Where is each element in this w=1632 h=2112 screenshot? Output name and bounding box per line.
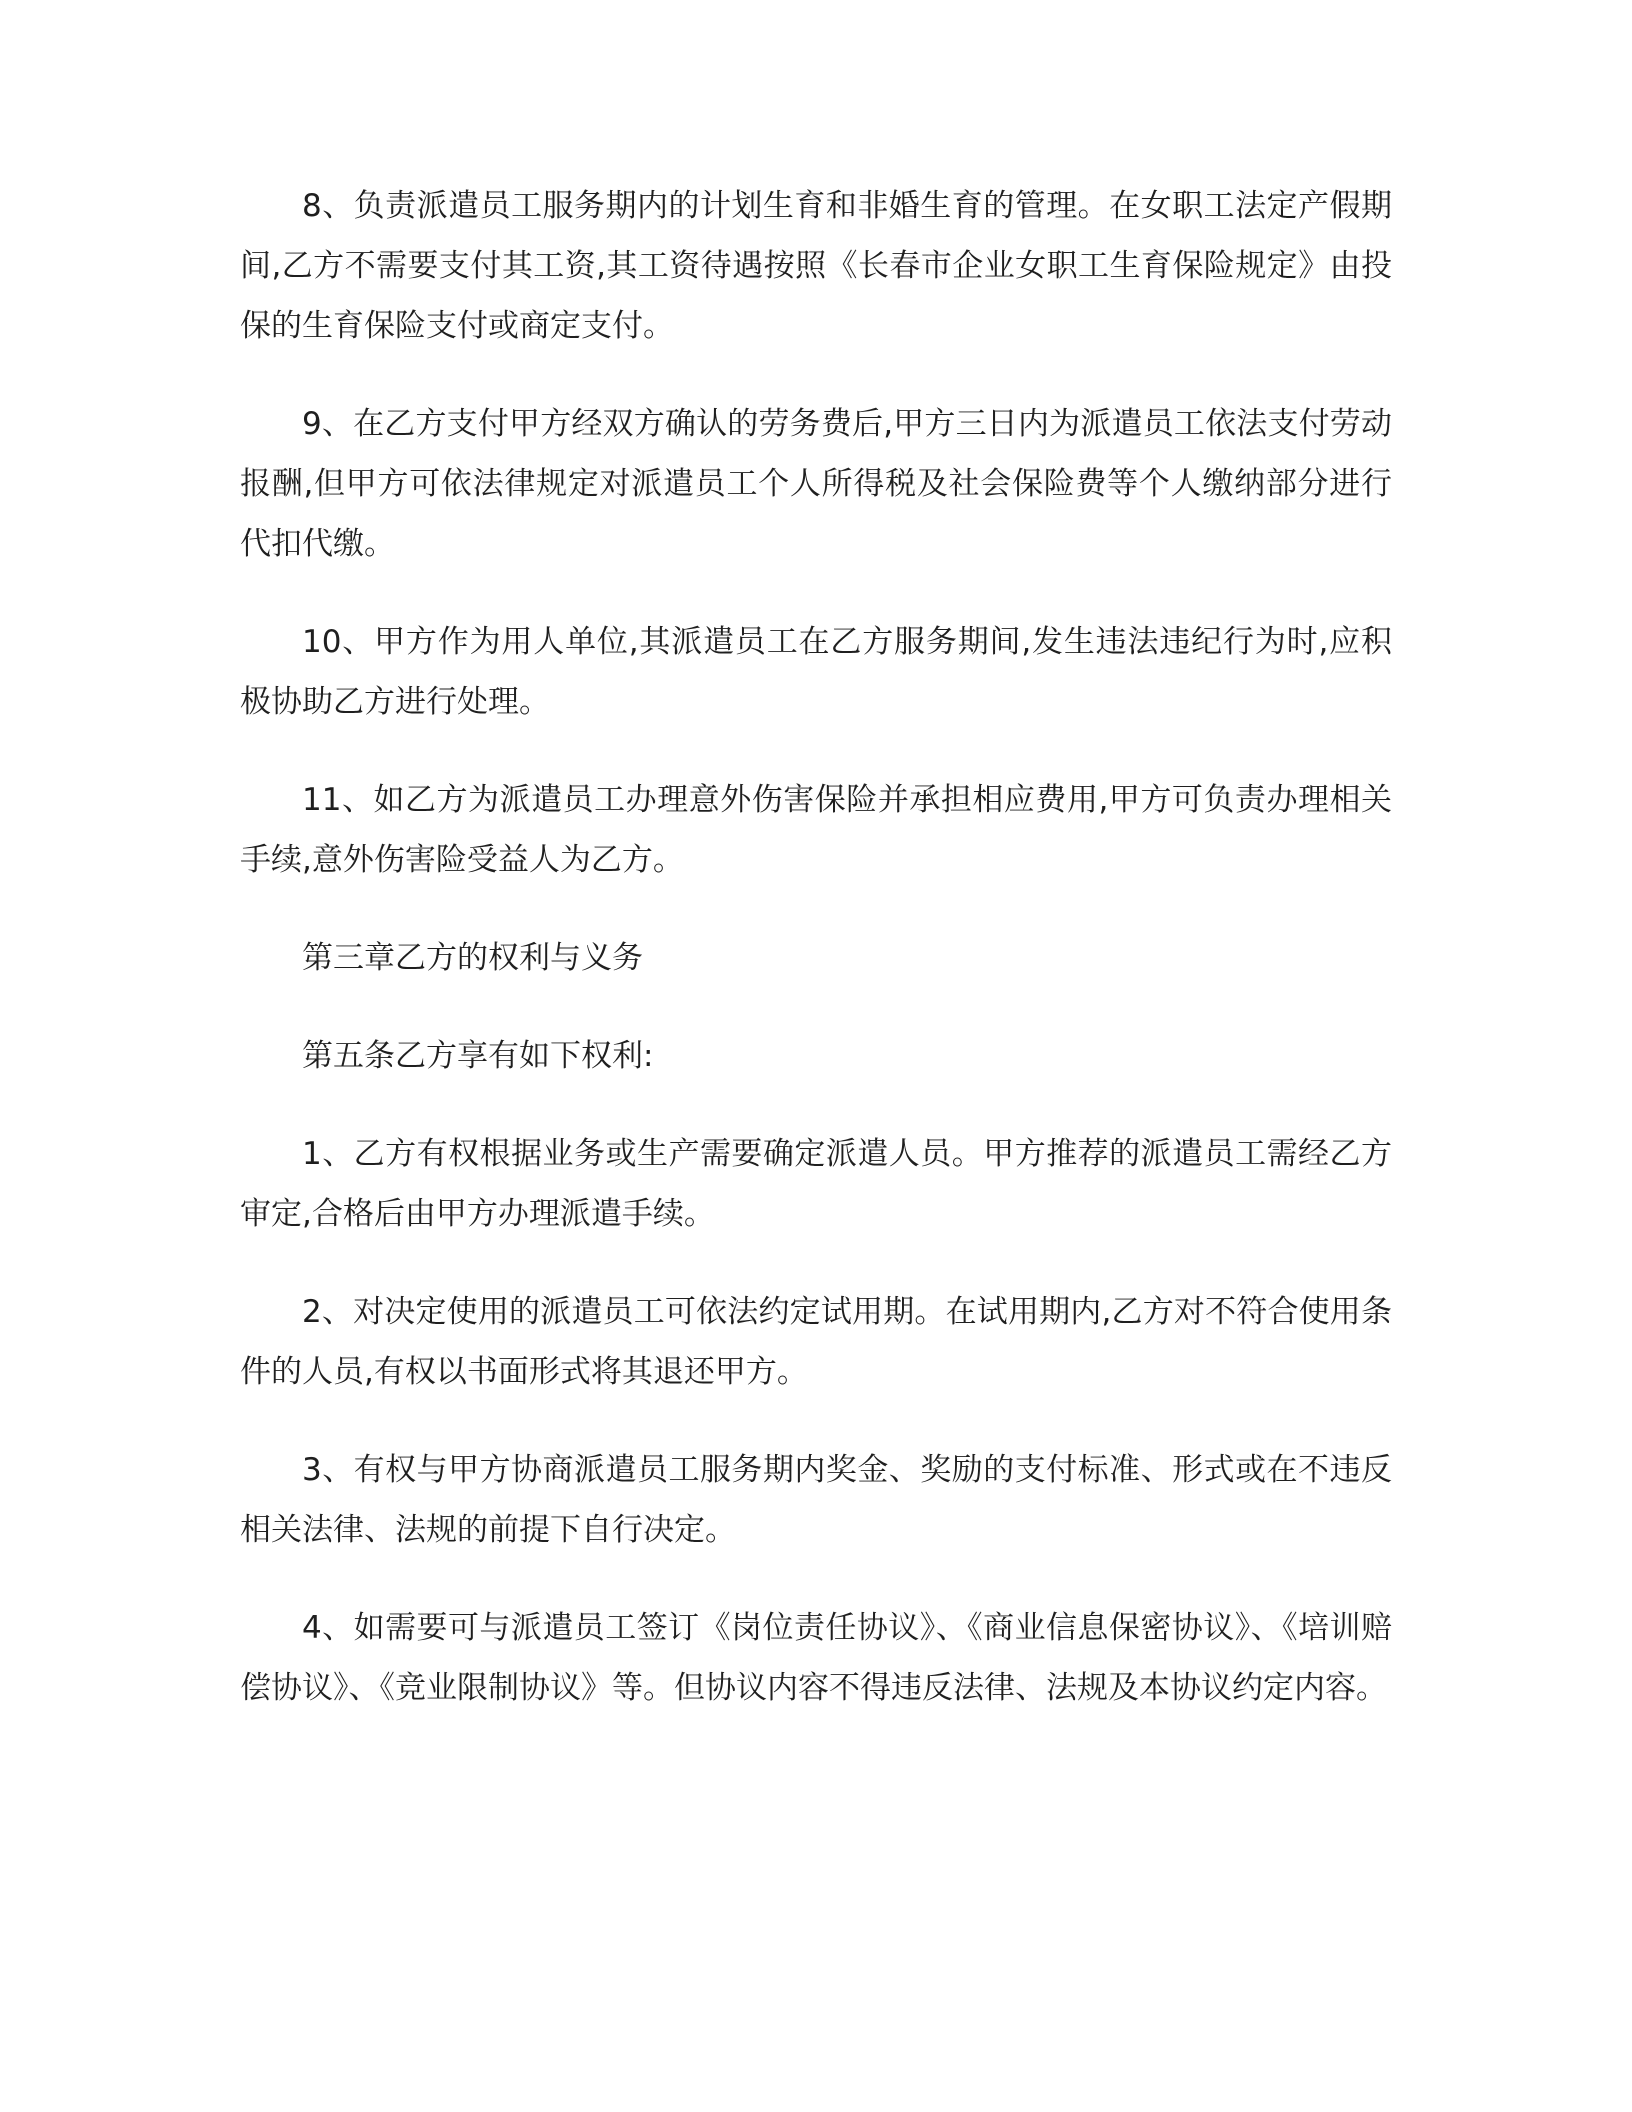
paragraph-clause-9: 9、在乙方支付甲方经双方确认的劳务费后,甲方三日内为派遣员工依法支付劳动报酬,但甲方可依法律规定对派遣员工个人所得税及社会保险费等个人缴纳部分进行代扣代缴。 (240, 406, 1392, 562)
paragraph-clause-10: 10、甲方作为用人单位,其派遣员工在乙方服务期间,发生违法违纪行为时,应积极协助乙方进行处理。 (240, 624, 1392, 720)
paragraph-clause-8: 8、负责派遣员工服务期内的计划生育和非婚生育的管理。在女职工法定产假期间,乙方不需要支付其工资,其工资待遇按照《长春市企业女职工生育保险规定》由投保的生育保险支付或商定支付。 (240, 188, 1392, 344)
article-heading: 第五条乙方享有如下权利: (302, 1038, 654, 1074)
paragraph-right-4: 4、如需要可与派遣员工签订《岗位责任协议》、《商业信息保密协议》、《培训赔偿协议》、《竞业限制协议》等。但协议内容不得违反法律、法规及本协议约定内容。 (240, 1610, 1392, 1706)
paragraph-right-2: 2、对决定使用的派遣员工可依法约定试用期。在试用期内,乙方对不符合使用条件的人员,有权以书面形式将其退还甲方。 (240, 1294, 1392, 1390)
paragraph-clause-11: 11、如乙方为派遣员工办理意外伤害保险并承担相应费用,甲方可负责办理相关手续,意外伤害险受益人为乙方。 (240, 782, 1392, 878)
paragraph-right-3: 3、有权与甲方协商派遣员工服务期内奖金、奖励的支付标准、形式或在不违反相关法律、法规的前提下自行决定。 (240, 1452, 1392, 1548)
paragraph-right-1: 1、乙方有权根据业务或生产需要确定派遣人员。甲方推荐的派遣员工需经乙方审定,合格后由甲方办理派遣手续。 (240, 1136, 1392, 1232)
chapter-heading: 第三章乙方的权利与义务 (302, 940, 643, 976)
document-body (240, 176, 1392, 1756)
